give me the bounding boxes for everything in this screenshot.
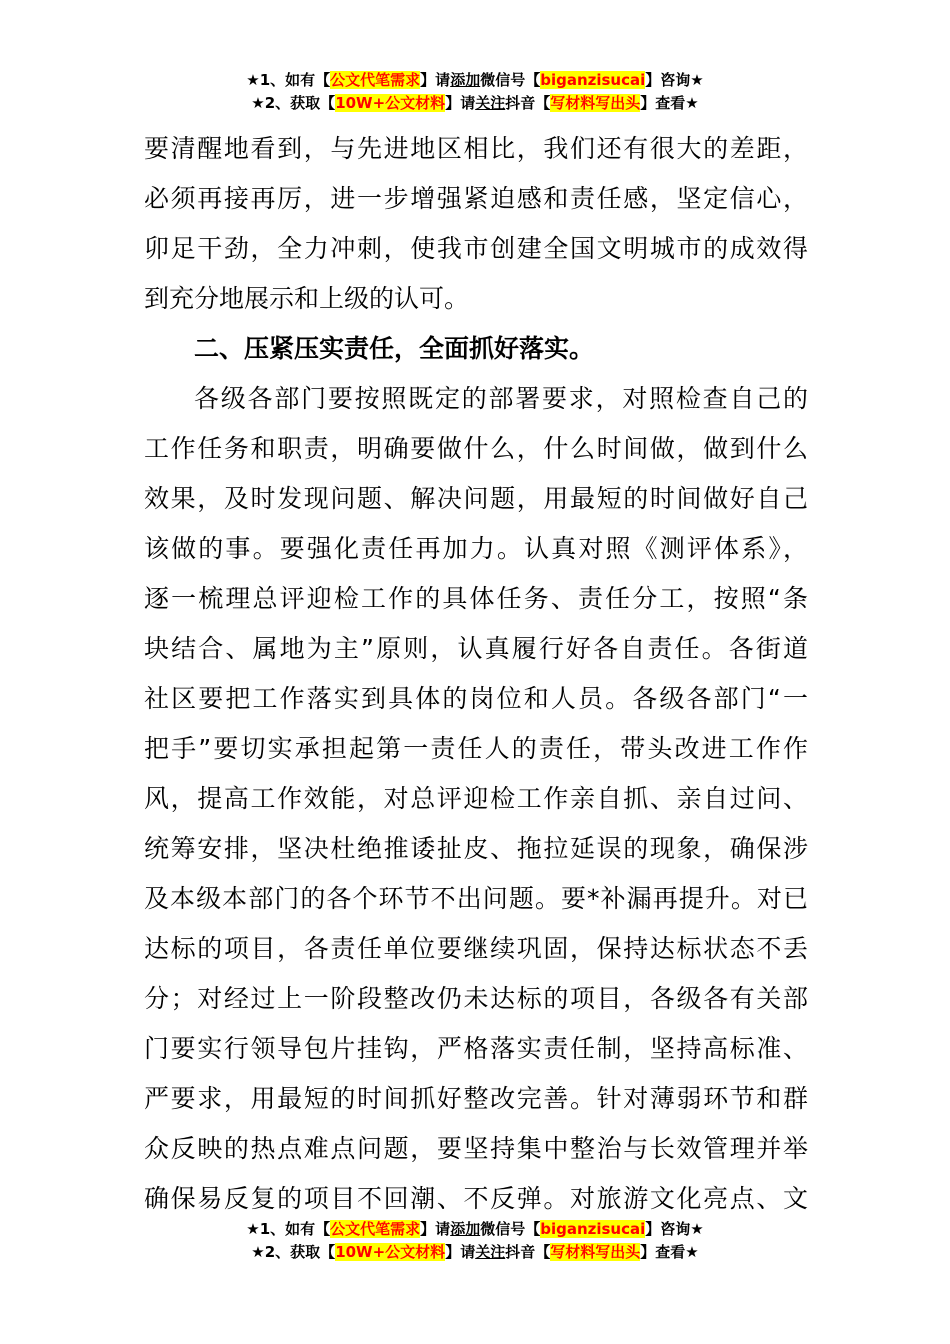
body-line: 及本级本部门的各个环节不出问题。要*补漏再提升。对已: [144, 884, 808, 913]
banner-text: ★1、如有【: [246, 1220, 331, 1238]
body-line: 逐一梳理总评迎检工作的具体任务、责任分工，按照“条: [144, 584, 808, 613]
body-line: 达标的项目，各责任单位要继续巩固，保持达标状态不丢: [144, 934, 808, 963]
body-line: 卯足干劲，全力冲刺，使我市创建全国文明城市的成效得: [144, 234, 808, 263]
body-line: 社区要把工作落实到具体的岗位和人员。各级各部门“一: [144, 684, 808, 713]
banner-text: 】查看★: [640, 94, 699, 112]
banner-underlined: 关注: [475, 94, 506, 112]
banner-text: ★1、如有【: [246, 71, 331, 89]
banner-text: 微信号【: [480, 1220, 541, 1238]
body-line: 块结合、属地为主”原则，认真履行好各自责任。各街道: [144, 634, 808, 663]
body-line: 工作任务和职责，明确要做什么，什么时间做，做到什么: [144, 434, 808, 463]
body-line: 该做的事。要强化责任再加力。认真对照《测评体系》，: [144, 534, 808, 563]
banner-text: 】请: [445, 1243, 476, 1261]
banner-underlined: 添加: [450, 71, 481, 89]
body-line: 把手”要切实承担起第一责任人的责任，带头改进工作作: [144, 734, 808, 763]
banner-text: 】请: [420, 1220, 451, 1238]
banner-text: 抖音【: [505, 94, 551, 112]
banner-highlight: 写材料写出头: [550, 1243, 641, 1261]
banner-highlight: 10W+公文材料: [335, 1243, 446, 1261]
body-line: 到充分地展示和上级的认可。: [144, 284, 470, 313]
banner-highlight: 公文代笔需求: [330, 71, 421, 89]
banner-highlight: biganzisucai: [540, 1220, 646, 1238]
body-line: 分；对经过上一阶段整改仍未达标的项目，各级各有关部: [144, 984, 808, 1013]
banner-text: 】咨询★: [645, 71, 704, 89]
body-line: 门要实行领导包片挂钩，严格落实责任制，坚持高标准、: [144, 1034, 808, 1063]
body-line: 众反映的热点难点问题，要坚持集中整治与长效管理并举: [144, 1134, 808, 1163]
body-line: 风，提高工作效能，对总评迎检工作亲自抓、亲自过问、: [144, 784, 808, 813]
body-line: 要清醒地看到，与先进地区相比，我们还有很大的差距，: [144, 134, 808, 163]
footer-banner: [0, 1218, 950, 1264]
banner-underlined: 关注: [475, 1243, 506, 1261]
banner-highlight: 写材料写出头: [550, 94, 641, 112]
body-line: 各级各部门要按照既定的部署要求，对照检查自己的: [194, 384, 808, 413]
body-line: 效果，及时发现问题、解决问题，用最短的时间做好自己: [144, 484, 808, 513]
banner-text: 】查看★: [640, 1243, 699, 1261]
banner-line-2: [0, 1241, 950, 1264]
banner-line-2: [0, 92, 950, 115]
banner-highlight: biganzisucai: [540, 71, 646, 89]
section-heading: 二、压紧压实责任，全面抓好落实。: [194, 334, 595, 363]
banner-text: 抖音【: [505, 1243, 551, 1261]
banner-underlined: 添加: [450, 1220, 481, 1238]
body-line: 统筹安排，坚决杜绝推诿扯皮、拖拉延误的现象，确保涉: [144, 834, 808, 863]
banner-highlight: 公文代笔需求: [330, 1220, 421, 1238]
banner-highlight: 10W+公文材料: [335, 94, 446, 112]
banner-text: 】请: [420, 71, 451, 89]
body-line: 严要求，用最短的时间抓好整改完善。针对薄弱环节和群: [144, 1084, 808, 1113]
banner-text: 】请: [445, 94, 476, 112]
document-body: [144, 124, 808, 1224]
body-line: 必须再接再厉，进一步增强紧迫感和责任感，坚定信心，: [144, 184, 808, 213]
banner-line-1: [0, 69, 950, 92]
banner-line-1: [0, 1218, 950, 1241]
header-banner: [0, 69, 950, 115]
banner-text: 】咨询★: [645, 1220, 704, 1238]
banner-text: ★2、获取【: [251, 94, 336, 112]
body-line: 确保易反复的项目不回潮、不反弹。对旅游文化亮点、文: [144, 1184, 808, 1213]
banner-text: ★2、获取【: [251, 1243, 336, 1261]
banner-text: 微信号【: [480, 71, 541, 89]
